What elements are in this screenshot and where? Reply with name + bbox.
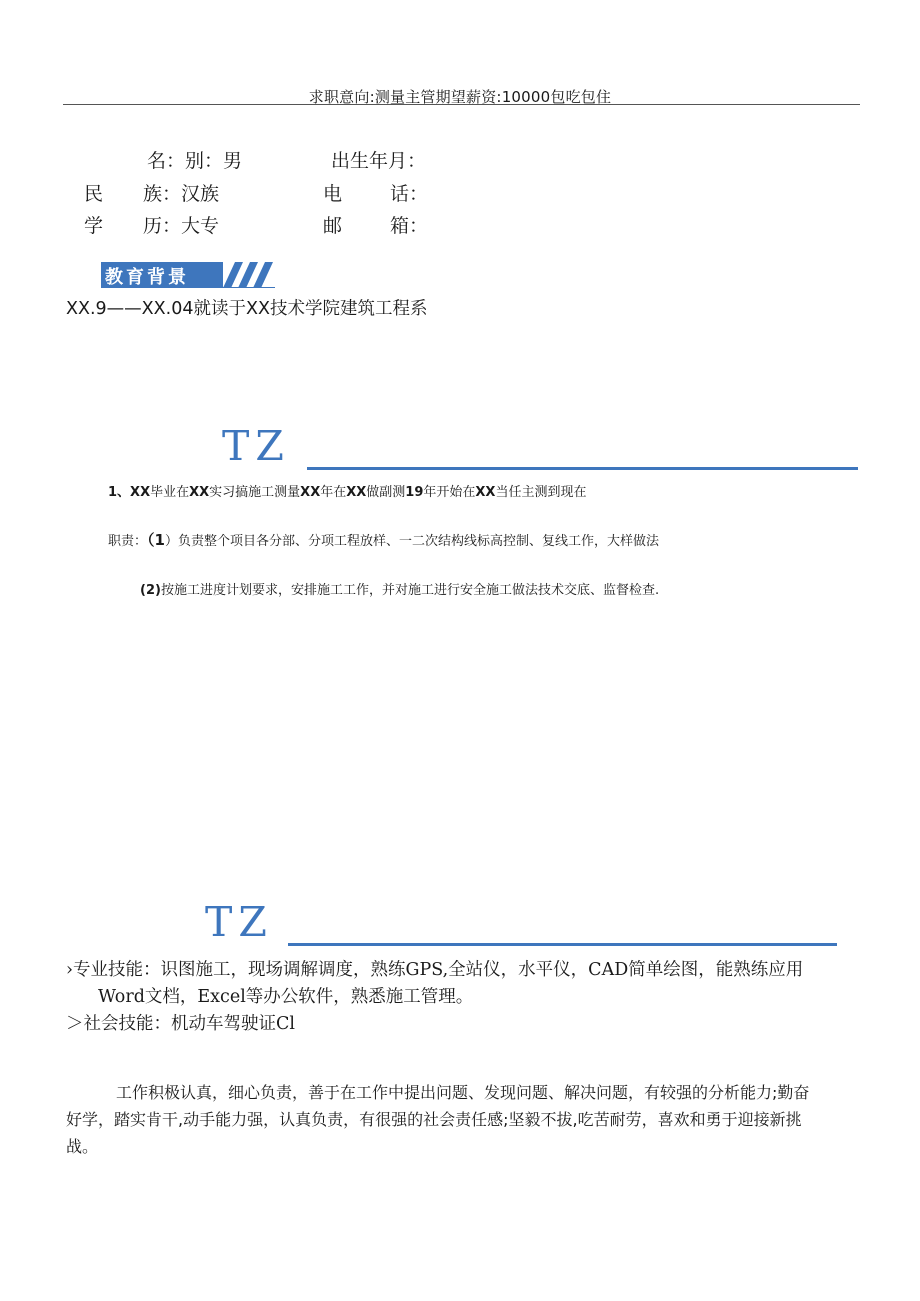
- header-divider: [63, 104, 860, 105]
- work-entry-part: 毕业在: [150, 485, 190, 500]
- professional-skills-line-2: Word文档，Excel等办公软件，熟悉施工管理。: [98, 987, 474, 1007]
- self-evaluation-line-2: 好学，踏实肯干,动手能力强，认真负责，有很强的社会责任感;坚毅不拔,吃苦耐劳，喜欢和勇于迎接新挑: [66, 1110, 802, 1129]
- ethnicity-label-char: 民: [84, 183, 104, 205]
- work-entry-text: [130, 485, 586, 500]
- social-skills-line: ＞社会技能：机动车驾驶证Cl: [66, 1014, 295, 1034]
- email-label-char: 邮: [323, 215, 343, 237]
- duty-1-text: ）负责整个项目各分部、分项工程放样、一二次结构线标高控制、复线工作，大样做法: [164, 534, 659, 549]
- work-entry-part: XX: [300, 485, 321, 500]
- work-section-heading: TZ: [222, 422, 290, 470]
- education-label-char: 学: [84, 215, 104, 237]
- work-entry-part: XX: [475, 485, 496, 500]
- work-entry-part: 年在: [320, 485, 347, 500]
- self-evaluation-line-1: 工作积极认真，细心负责，善于在工作中提出问题、发现问题、解决问题，有较强的分析能力;勤奋: [116, 1083, 810, 1102]
- gender-field: 名：别：男: [147, 150, 243, 172]
- work-entry-part: 做副测: [366, 485, 406, 500]
- work-entry-1: [108, 481, 586, 500]
- work-entry-part: 年开始在: [423, 485, 476, 500]
- duty-2-text: 按施工进度计划要求，安排施工工作，并对施工进行安全施工做法技术交底、监督检查.: [160, 583, 660, 598]
- work-section-rule: [307, 467, 858, 470]
- phone-field: 话：: [390, 183, 429, 205]
- work-entry-part: XX: [130, 485, 151, 500]
- work-entry-prefix: 1、: [108, 485, 131, 500]
- job-intention-header: 求职意向:测量主管期望薪资:10000包吃包住: [308, 88, 612, 106]
- education-entry: XX.9——XX.04就读于XX技术学院建筑工程系: [66, 299, 428, 319]
- work-entry-part: 实习搞施工测量: [209, 485, 301, 500]
- skills-section-heading: TZ: [205, 898, 273, 946]
- ethnicity-field: 族：汉族: [143, 183, 220, 205]
- work-entry-part: 当任主测到现在: [495, 485, 587, 500]
- duty-1-number: （1: [147, 531, 165, 549]
- birth-date-field: 出生年月：: [331, 150, 427, 172]
- work-entry-part: 19: [405, 485, 424, 500]
- work-entry-part: XX: [189, 485, 210, 500]
- duty-line-1: [108, 529, 659, 550]
- duty-label: 职责：: [108, 534, 148, 549]
- email-field: 箱：: [390, 215, 429, 237]
- skills-section-rule: [288, 943, 837, 946]
- work-entry-part: XX: [346, 485, 367, 500]
- duty-2-number: (2): [140, 583, 161, 598]
- education-level-field: 历：大专: [143, 215, 220, 237]
- duty-line-2: [140, 579, 659, 598]
- self-evaluation-line-3: 战。: [66, 1137, 99, 1156]
- education-banner-title: 教育背景: [105, 267, 189, 288]
- professional-skills-line-1: ›专业技能：识图施工，现场调解调度，熟练GPS,全站仪，水平仪，CAD简单绘图，能熟练应用: [66, 960, 804, 980]
- phone-label-char: 电: [323, 183, 343, 205]
- education-section-banner: [101, 259, 275, 289]
